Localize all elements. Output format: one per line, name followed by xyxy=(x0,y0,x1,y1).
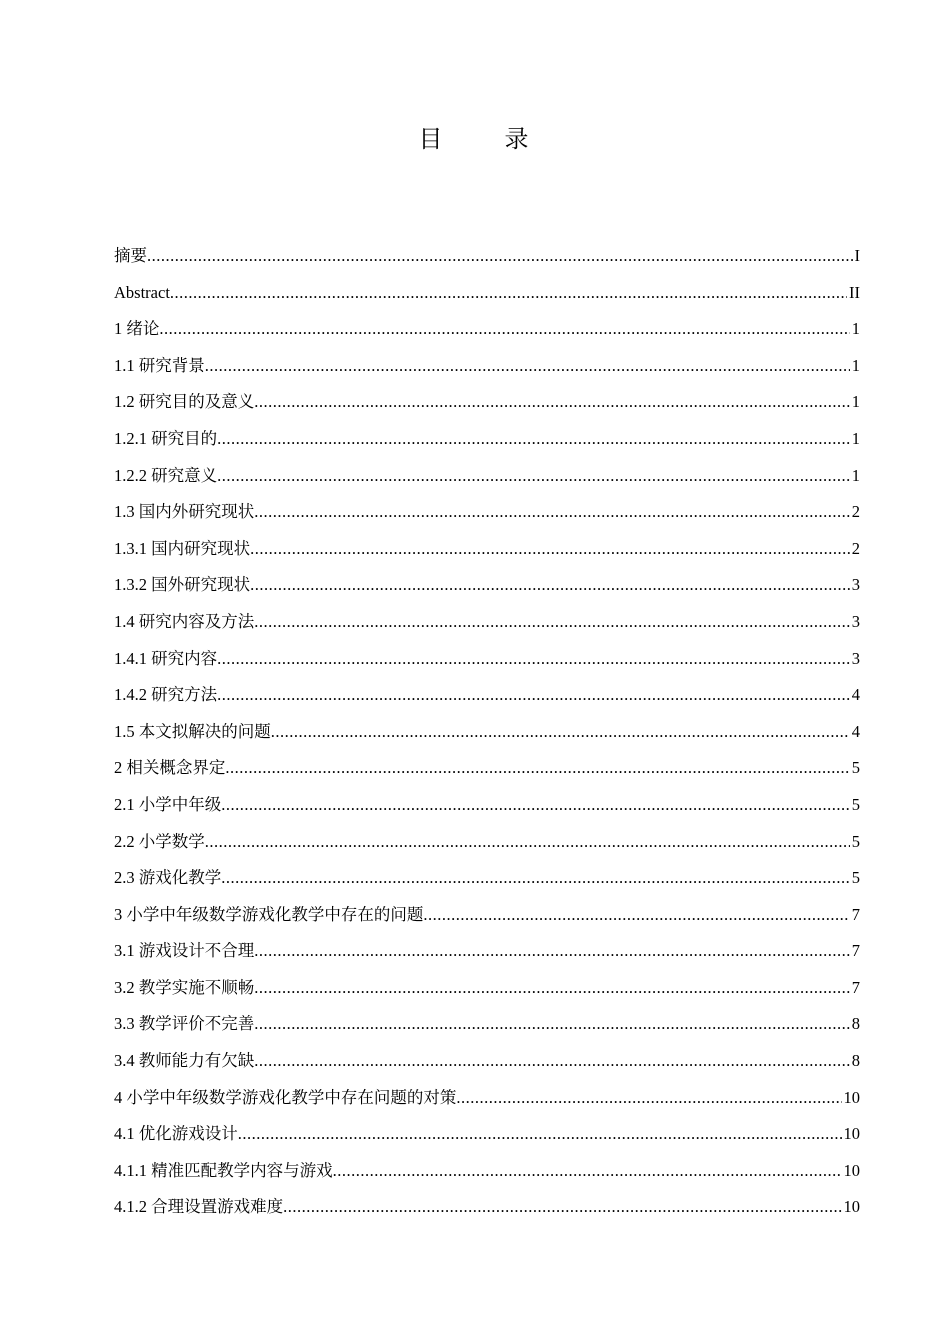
toc-entry-label: 1.4 研究内容及方法 xyxy=(114,611,255,631)
toc-dot-leader xyxy=(456,1084,841,1111)
toc-dot-leader xyxy=(217,425,850,452)
toc-entry-page-number: I xyxy=(854,246,860,265)
toc-dot-leader xyxy=(254,974,850,1001)
toc-entry-page-number: 4 xyxy=(851,721,860,741)
toc-entry-label: 1.3 国内外研究现状 xyxy=(114,502,255,522)
toc-entry-page-number: 7 xyxy=(851,977,860,997)
toc-entry[interactable] xyxy=(114,1084,860,1121)
toc-entry[interactable] xyxy=(114,352,860,389)
toc-dot-leader xyxy=(205,828,850,855)
toc-entry-label: 3.4 教师能力有欠缺 xyxy=(114,1051,255,1071)
toc-entry-page-number: 10 xyxy=(843,1124,860,1144)
toc-entry-label: 摘要 xyxy=(114,246,147,265)
toc-entry[interactable] xyxy=(114,535,860,572)
toc-entry-label: 1.4.2 研究方法 xyxy=(114,685,218,705)
toc-entry-page-number: 5 xyxy=(851,794,860,814)
toc-entry-page-number: 1 xyxy=(851,355,860,375)
toc-dot-leader xyxy=(254,498,850,525)
toc-entry-page-number: 5 xyxy=(851,758,860,778)
toc-entry-page-number: 7 xyxy=(851,904,860,924)
toc-dot-leader xyxy=(225,754,849,781)
toc-entry-label: 1.2 研究目的及意义 xyxy=(114,392,255,412)
toc-entry-page-number: 10 xyxy=(843,1087,860,1107)
toc-dot-leader xyxy=(254,1010,850,1037)
toc-entry-label: 3.2 教学实施不顺畅 xyxy=(114,977,255,997)
toc-dot-leader xyxy=(205,352,850,379)
toc-entry-label: 2.3 游戏化教学 xyxy=(114,868,222,888)
toc-entry[interactable] xyxy=(114,425,860,462)
toc-entry-label: 1.5 本文拟解决的问题 xyxy=(114,721,271,741)
toc-entry-label: 4.1 优化游戏设计 xyxy=(114,1124,238,1144)
toc-entry-page-number: 3 xyxy=(851,575,860,595)
toc-dot-leader xyxy=(283,1193,841,1220)
toc-entry[interactable] xyxy=(114,791,860,828)
toc-entry-page-number: 2 xyxy=(851,538,860,558)
toc-entry-page-number: 3 xyxy=(851,648,860,668)
toc-dot-leader xyxy=(217,681,850,708)
toc-entry[interactable] xyxy=(114,1047,860,1084)
toc-entry-label: 3.1 游戏设计不合理 xyxy=(114,941,255,961)
toc-entry-page-number: 4 xyxy=(851,685,860,705)
toc-entry-label: 4 小学中年级数学游戏化教学中存在问题的对策 xyxy=(114,1087,457,1107)
toc-entry[interactable] xyxy=(114,1157,860,1194)
toc-entry[interactable] xyxy=(114,608,860,645)
toc-entry-page-number: 1 xyxy=(851,428,860,448)
toc-dot-leader xyxy=(250,535,850,562)
toc-entry[interactable] xyxy=(114,828,860,865)
toc-entry[interactable] xyxy=(114,462,860,499)
toc-dot-leader xyxy=(254,937,850,964)
toc-entry-page-number: II xyxy=(849,282,860,302)
toc-entry-label: 1 绪论 xyxy=(114,319,160,339)
toc-entry-label: 4.1.2 合理设置游戏难度 xyxy=(114,1197,284,1217)
toc-entry[interactable] xyxy=(114,901,860,938)
toc-entry[interactable] xyxy=(114,571,860,608)
toc-dot-leader xyxy=(254,388,850,415)
toc-dot-leader xyxy=(238,1120,842,1147)
toc-entry-label: 3.3 教学评价不完善 xyxy=(114,1014,255,1034)
toc-entry-label: 3 小学中年级数学游戏化教学中存在的问题 xyxy=(114,904,424,924)
toc-dot-leader xyxy=(271,718,850,745)
toc-entry[interactable] xyxy=(114,718,860,755)
toc-entry[interactable] xyxy=(114,315,860,352)
toc-entry[interactable] xyxy=(114,974,860,1011)
toc-dot-leader xyxy=(170,279,847,306)
toc-dot-leader xyxy=(333,1157,842,1184)
toc-dot-leader xyxy=(217,462,850,489)
toc-entry[interactable] xyxy=(114,754,860,791)
toc-entry-label: 1.4.1 研究内容 xyxy=(114,648,218,668)
toc-entry-label: 1.3.2 国外研究现状 xyxy=(114,575,251,595)
toc-entry[interactable] xyxy=(114,388,860,425)
toc-entry[interactable] xyxy=(114,645,860,682)
toc-entry-page-number: 10 xyxy=(843,1197,860,1217)
toc-entry[interactable] xyxy=(114,242,860,279)
toc-entry-label: 1.3.1 国内研究现状 xyxy=(114,538,251,558)
toc-entry-label: 1.2.1 研究目的 xyxy=(114,428,218,448)
toc-entry[interactable] xyxy=(114,1010,860,1047)
toc-entry-page-number: 1 xyxy=(851,392,860,412)
toc-entry-page-number: 5 xyxy=(851,831,860,851)
toc-dot-leader xyxy=(147,242,853,269)
toc-entry-label: 2 相关概念界定 xyxy=(114,758,226,778)
page-title: 目 录 xyxy=(418,127,557,153)
toc-dot-leader xyxy=(221,864,850,891)
toc-entry[interactable] xyxy=(114,864,860,901)
toc-entry-label: 2.1 小学中年级 xyxy=(114,794,222,814)
toc-entry[interactable] xyxy=(114,681,860,718)
toc-entry[interactable] xyxy=(114,1120,860,1157)
toc-dot-leader xyxy=(254,1047,850,1074)
toc-entry-label: 2.2 小学数学 xyxy=(114,831,205,851)
toc-entry-page-number: 3 xyxy=(851,611,860,631)
toc-entry-page-number: 5 xyxy=(851,868,860,888)
toc-entry[interactable] xyxy=(114,498,860,535)
table-of-contents xyxy=(114,242,860,1230)
toc-dot-leader xyxy=(159,315,849,342)
toc-entry-page-number: 1 xyxy=(851,465,860,485)
toc-dot-leader xyxy=(250,571,850,598)
toc-entry-page-number: 8 xyxy=(851,1051,860,1071)
toc-entry-label: 4.1.1 精准匹配教学内容与游戏 xyxy=(114,1160,333,1180)
toc-entry-label: 1.1 研究背景 xyxy=(114,355,205,375)
toc-entry-page-number: 8 xyxy=(851,1014,860,1034)
toc-dot-leader xyxy=(423,901,849,928)
toc-entry[interactable] xyxy=(114,1193,860,1230)
toc-entry-label: Abstract xyxy=(114,282,170,302)
toc-dot-leader xyxy=(254,608,850,635)
toc-dot-leader xyxy=(221,791,850,818)
toc-entry-page-number: 7 xyxy=(851,941,860,961)
toc-entry[interactable] xyxy=(114,279,860,316)
toc-entry-page-number: 1 xyxy=(851,319,860,339)
toc-entry-page-number: 2 xyxy=(851,502,860,522)
toc-entry-label: 1.2.2 研究意义 xyxy=(114,465,218,485)
toc-entry[interactable] xyxy=(114,937,860,974)
toc-entry-page-number: 10 xyxy=(843,1160,860,1180)
toc-dot-leader xyxy=(217,645,850,672)
